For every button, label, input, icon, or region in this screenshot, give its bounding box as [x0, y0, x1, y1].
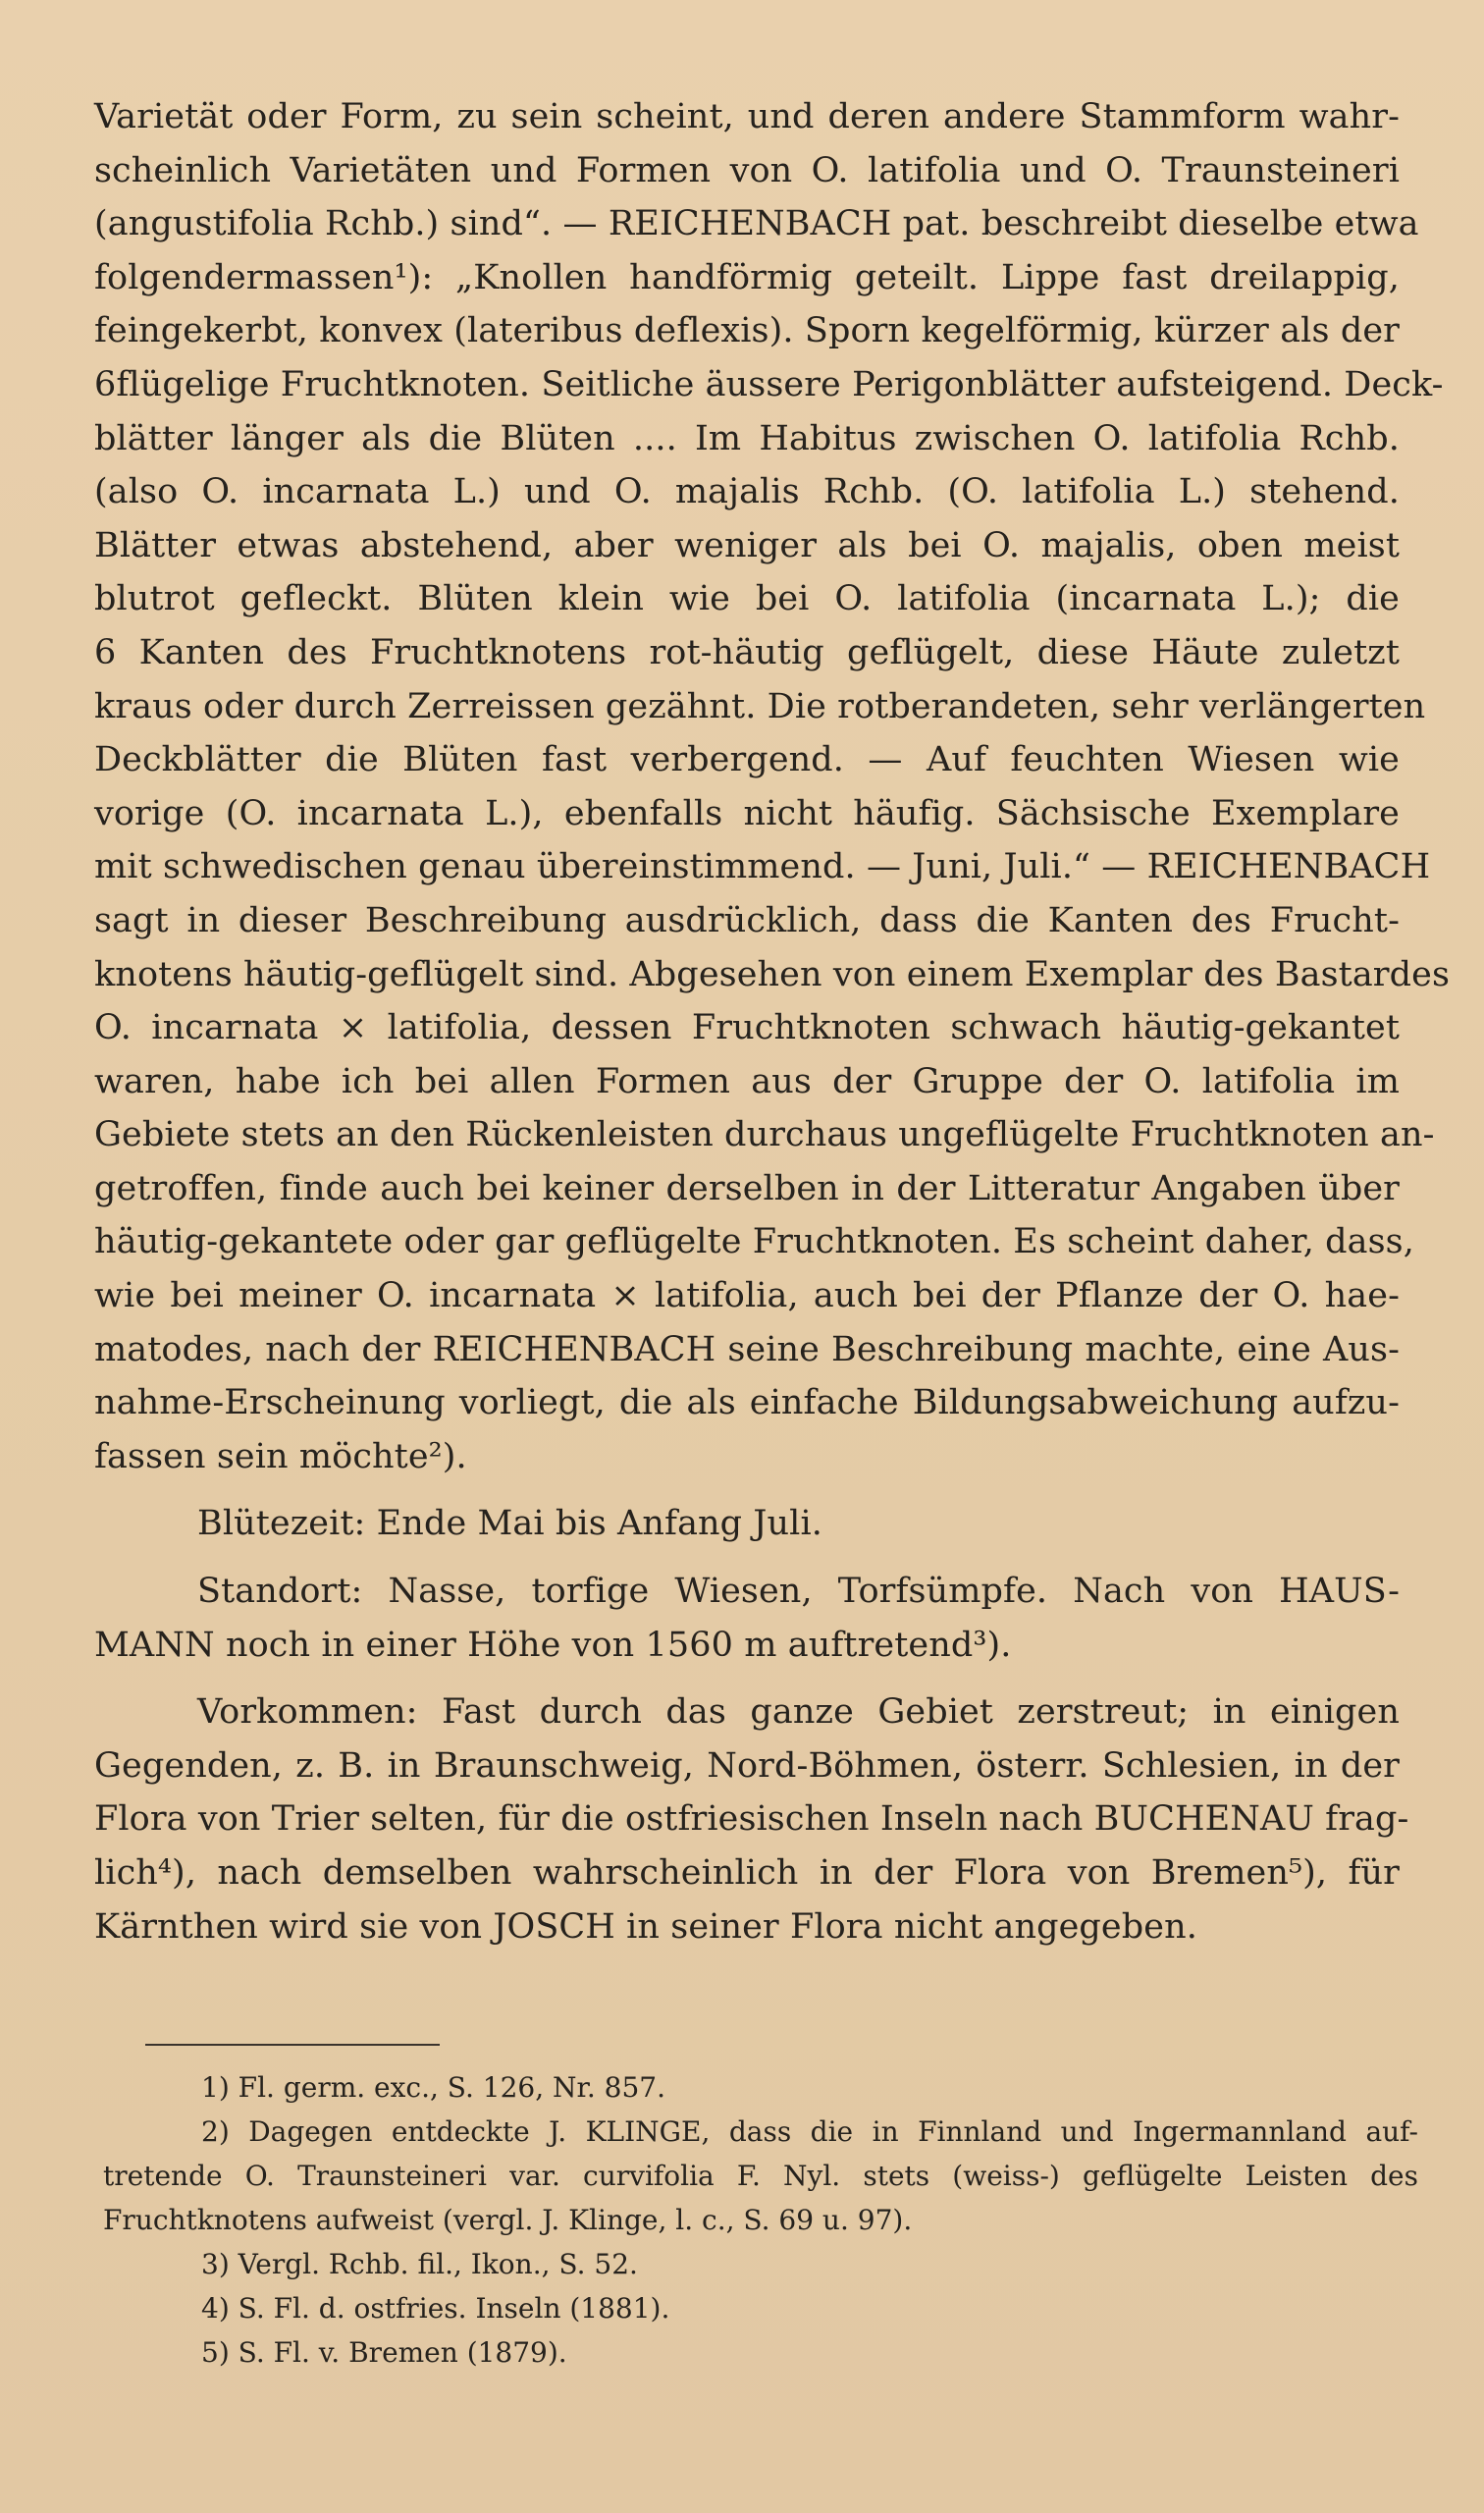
- text-line: knotens häutig-geflügelt sind. Abgesehen von einem Exemplar des Bastardes: [94, 954, 1451, 994]
- bluetezeit-paragraph: Blütezeit: Ende Mai bis Anfang Juli.: [197, 1504, 823, 1544]
- footnote-5: 5) S. Fl. v. Bremen (1879).: [201, 2336, 567, 2369]
- text-line: Blätter etwas abstehend, aber weniger als bei O. majalis, oben meist: [94, 525, 1400, 565]
- text-line: matodes, nach der REICHENBACH seine Beschreibung machte, eine Aus-: [94, 1329, 1400, 1369]
- text-line: feingekerbt, konvex (lateribus deflexis). Sporn kegelförmig, kürzer als der: [94, 311, 1400, 351]
- text-line: Deckblätter die Blüten fast verbergend. — Auf feuchten Wiesen wie: [94, 740, 1400, 780]
- text-line: Varietät oder Form, zu sein scheint, und deren andere Stammform wahr-: [94, 97, 1400, 136]
- footnote-3: 3) Vergl. Rchb. fil., Ikon., S. 52.: [201, 2248, 638, 2280]
- text-line: vorige (O. incarnata L.), ebenfalls nicht häufig. Sächsische Exemplare: [94, 793, 1400, 833]
- text-line: wie bei meiner O. incarnata × latifolia, auch bei der Pflanze der O. hae-: [94, 1276, 1400, 1316]
- text-line: 6flügelige Fruchtknoten. Seitliche äussere Perigonblätter aufsteigend. Deck-: [94, 364, 1444, 404]
- footnote-1: 1) Fl. germ. exc., S. 126, Nr. 857.: [201, 2071, 665, 2104]
- text-line: Standort: Nasse, torfige Wiesen, Torfsümpfe. Nach von HAUS-: [197, 1572, 1400, 1612]
- description-paragraph: [94, 90, 1451, 1483]
- text-line: blätter länger als die Blüten .... Im Habitus zwischen O. latifolia Rchb.: [94, 418, 1400, 458]
- footnote-2-cont: tretende O. Traunsteineri var. curvifolia F. Nyl. stets (weiss-) geflügelte Leisten des: [103, 2160, 1418, 2192]
- footnote-2-cont: Fruchtknotens aufweist (vergl. J. Klinge, l. c., S. 69 u. 97).: [103, 2204, 913, 2236]
- text-line: 6 Kanten des Fruchtknotens rot-häutig geflügelt, diese Häute zuletzt: [94, 632, 1400, 672]
- text-line: häutig-gekantete oder gar geflügelte Fruchtknoten. Es scheint daher, dass,: [94, 1222, 1414, 1262]
- text-line: blutrot gefleckt. Blüten klein wie bei O. latifolia (incarnata L.); die: [94, 579, 1400, 619]
- text-line: getroffen, finde auch bei keiner derselben in der Litteratur Angaben über: [94, 1168, 1400, 1208]
- text-line: (angustifolia Rchb.) sind“. — REICHENBACH pat. beschreibt dieselbe etwa: [94, 204, 1419, 244]
- text-line: (also O. incarnata L.) und O. majalis Rchb. (O. latifolia L.) stehend.: [94, 472, 1400, 512]
- text-line: fassen sein möchte²).: [94, 1436, 467, 1476]
- main-text: [94, 90, 1451, 1953]
- text-line: MANN noch in einer Höhe von 1560 m auftretend³).: [94, 1625, 1012, 1665]
- text-line: waren, habe ich bei allen Formen aus der Gruppe der O. latifolia im: [94, 1061, 1400, 1101]
- text-line: Vorkommen: Fast durch das ganze Gebiet zerstreut; in einigen: [197, 1692, 1400, 1733]
- text-line: scheinlich Varietäten und Formen von O. latifolia und O. Traunsteineri: [94, 150, 1400, 190]
- footnotes: [103, 2065, 1418, 2375]
- text-line: O. incarnata × latifolia, dessen Fruchtknoten schwach häutig-gekantet: [94, 1008, 1400, 1048]
- text-line: Kärnthen wird sie von JOSCH in seiner Flora nicht angegeben.: [94, 1906, 1197, 1947]
- text-line: mit schwedischen genau übereinstimmend. — Juni, Juli.“ — REICHENBACH: [94, 847, 1431, 887]
- text-line: lich⁴), nach demselben wahrscheinlich in der Flora von Bremen⁵), für: [94, 1853, 1400, 1893]
- vorkommen-paragraph: [94, 1685, 1409, 1953]
- standort-paragraph: [94, 1565, 1400, 1672]
- text-line: sagt in dieser Beschreibung ausdrücklich, dass die Kanten des Frucht-: [94, 900, 1400, 940]
- text-line: Gegenden, z. B. in Braunschweig, Nord-Böhmen, österr. Schlesien, in der: [94, 1745, 1400, 1786]
- footnote-divider: [145, 2044, 440, 2046]
- text-line: folgendermassen¹): „Knollen handförmig geteilt. Lippe fast dreilappig,: [94, 257, 1400, 297]
- text-line: nahme-Erscheinung vorliegt, die als einfache Bildungsabweichung aufzu-: [94, 1383, 1400, 1423]
- text-line: Gebiete stets an den Rückenleisten durchaus ungeflügelte Fruchtknoten an-: [94, 1115, 1435, 1155]
- text-line: kraus oder durch Zerreissen gezähnt. Die rotberandeten, sehr verlängerten: [94, 686, 1426, 726]
- text-line: Flora von Trier selten, für die ostfriesischen Inseln nach BUCHENAU frag-: [94, 1799, 1409, 1840]
- footnote-4: 4) S. Fl. d. ostfries. Inseln (1881).: [201, 2292, 670, 2325]
- footnote-2: 2) Dagegen entdeckte J. KLINGE, dass die in Finnland und Ingermannland auf-: [201, 2115, 1418, 2148]
